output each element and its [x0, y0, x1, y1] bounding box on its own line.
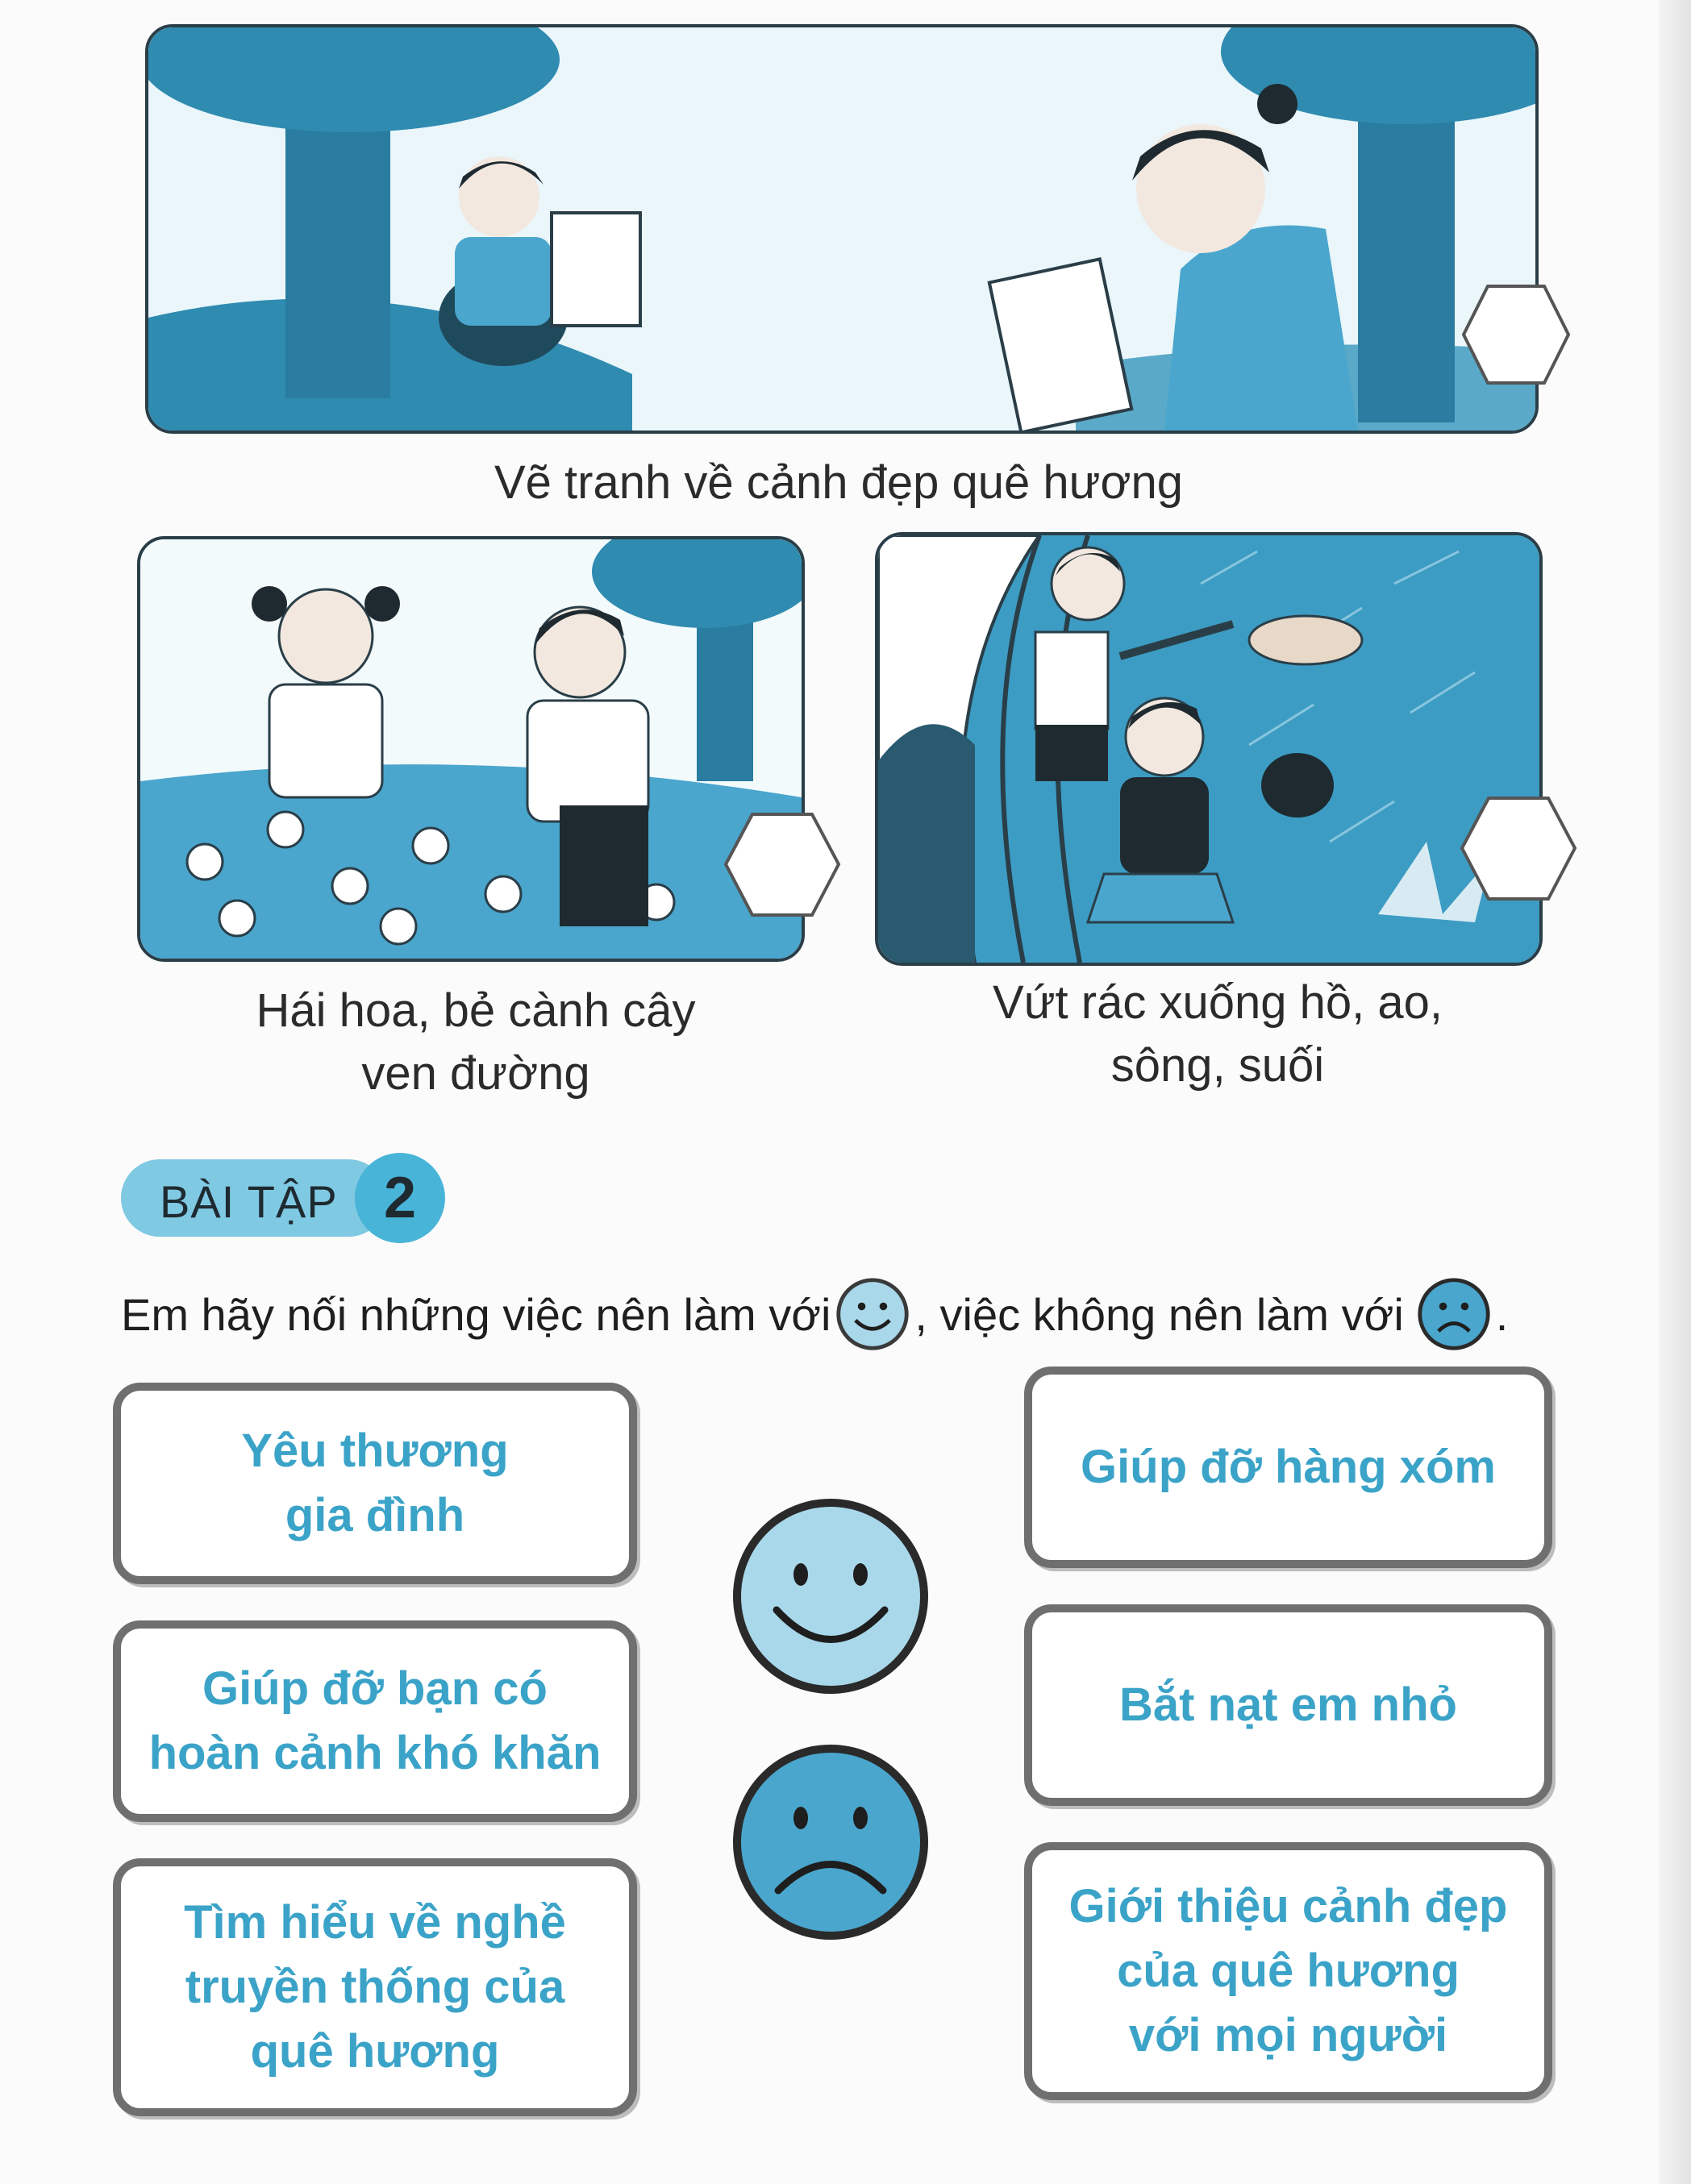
hexagon-answer-box-right[interactable]	[1458, 794, 1579, 903]
exercise-instruction	[121, 1266, 1508, 1362]
activity-text-left-2: Giúp đỡ bạn có hoàn cảnh khó khăn	[148, 1662, 602, 1779]
activity-box-left-2[interactable]	[113, 1620, 637, 1822]
exercise-number: 2	[355, 1153, 445, 1243]
activity-text-right-3: Giới thiệu cảnh đẹp của quê hương với mọi người	[1068, 1880, 1508, 2061]
instruction-text-1: Em hãy nối những việc nên làm với	[121, 1288, 831, 1340]
instruction-text-2: , việc không nên làm với	[914, 1288, 1404, 1340]
caption-top: Vẽ tranh về cảnh đẹp quê hương	[494, 456, 1184, 509]
scene-littering-river	[875, 532, 1543, 966]
page-edge	[1659, 0, 1691, 2184]
activity-text-right-1: Giúp đỡ hàng xóm	[1081, 1441, 1496, 1493]
hexagon-answer-box-left[interactable]	[722, 810, 843, 919]
scene-drawing-landscape	[145, 24, 1539, 434]
activity-box-right-2[interactable]	[1024, 1604, 1552, 1806]
happy-face-icon[interactable]	[730, 1496, 931, 1697]
scene-picking-flowers	[137, 536, 805, 962]
activity-text-left-1: Yêu thương gia đình	[241, 1425, 509, 1541]
activity-text-right-2: Bắt nạt em nhỏ	[1119, 1679, 1457, 1731]
caption-right: Vứt rác xuống hồ, ao, sông, suối	[993, 976, 1443, 1092]
sad-face-icon[interactable]	[730, 1741, 931, 1943]
activity-text-left-3: Tìm hiểu về nghề truyền thống của quê hương	[184, 1896, 566, 2078]
sad-face-icon-small	[1415, 1275, 1493, 1353]
exercise-heading	[121, 1153, 460, 1243]
hexagon-answer-box-top[interactable]	[1460, 282, 1572, 387]
instruction-end: .	[1495, 1288, 1509, 1340]
activity-box-left-1[interactable]	[113, 1383, 637, 1584]
exercise-label: BÀI TẬP	[160, 1176, 338, 1227]
activity-box-left-3[interactable]	[113, 1858, 637, 2116]
activity-box-right-3[interactable]	[1024, 1842, 1552, 2100]
activity-box-right-1[interactable]	[1024, 1367, 1552, 1568]
caption-left: Hái hoa, bẻ cành cây ven đường	[256, 984, 696, 1100]
happy-face-icon-small	[834, 1275, 911, 1353]
